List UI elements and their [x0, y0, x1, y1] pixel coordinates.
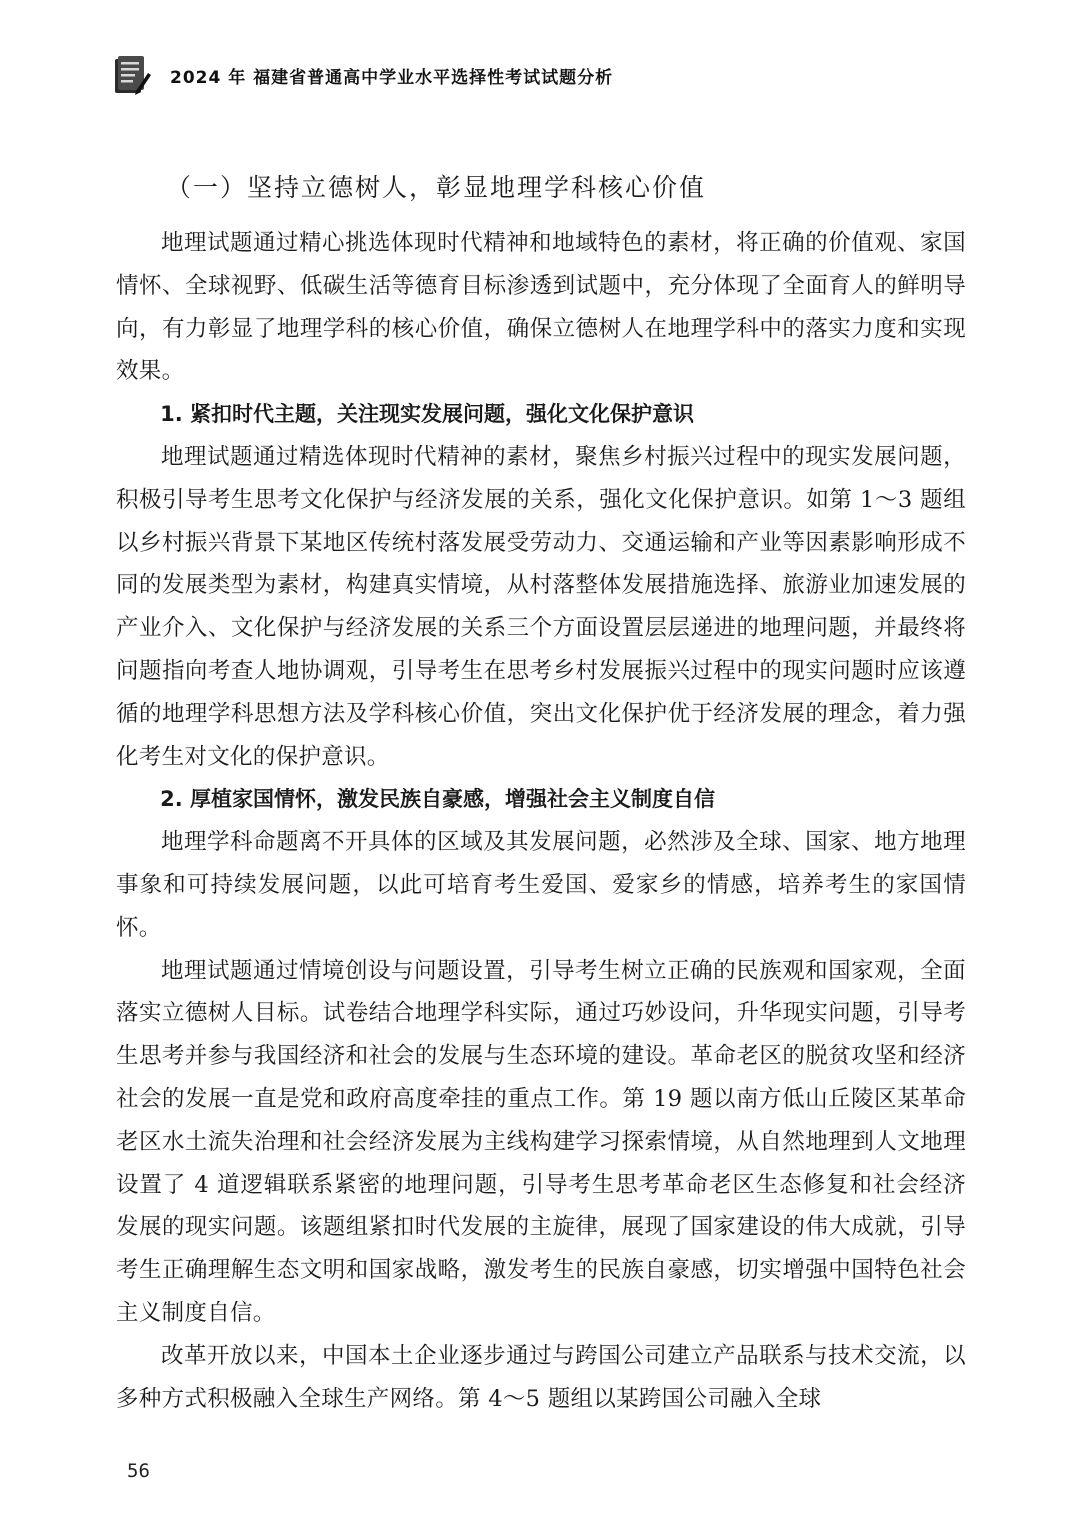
subsection-2-paragraph-1: 地理学科命题离不开具体的区域及其发展问题，必然涉及全球、国家、地方地理事象和可持续发展问题，以此可培育考生爱国、爱家乡的情感，培养考生的家国情怀。 — [116, 829, 966, 941]
intro-paragraph: 地理试题通过精心挑选体现时代精神和地域特色的素材，将正确的价值观、家国情怀、全球视野、低碳生活等德育目标渗透到试题中，充分体现了全面育人的鲜明导向，有力彰显了地理学科的核心价值，确保立德树人在地理学科中的落实力度和实现效果。 — [116, 230, 966, 385]
page-number: 56 — [127, 1460, 150, 1482]
subsection-2-title: 2. 厚植家国情怀，激发民族自豪感，增强社会主义制度自信 — [160, 787, 715, 812]
subsection-2-paragraph-3: 改革开放以来，中国本土企业逐步通过与跨国公司建立产品联系与技术交流，以多种方式积极融入全球生产网络。第 4～5 题组以某跨国公司融入全球 — [116, 1342, 966, 1412]
page-header — [112, 50, 613, 100]
subsection-1-title: 1. 紧扣时代主题，关注现实发展问题，强化文化保护意识 — [160, 402, 694, 427]
header-title: 2024 年 福建省普通高中学业水平选择性考试试题分析 — [170, 67, 614, 88]
document-pen-icon — [112, 53, 152, 97]
section-title: （一）坚持立德树人，彰显地理学科核心价值 — [166, 173, 707, 202]
subsection-2-paragraph-2: 地理试题通过情境创设与问题设置，引导考生树立正确的民族观和国家观，全面落实立德树人目标。试卷结合地理学科实际，通过巧妙设问，升华现实问题，引导考生思考并参与我国经济和社会的发展与生态环境的建设。革命老区的脱贫攻坚和经济社会的发展一直是党和政府高度牵挂的重点工作。第 19 题以南方低山丘陵区某革命老区水土流失治理和社会经济发展为主线构建学习探索情境，从自然地理到人文地理设置了 4 道逻辑联系紧密的地理问题，引导考生思考革命老区生态修复和社会经济发展的现实问题。该题组紧扣时代发展的主旋律，展现了国家建设的伟大成就，引导考生正确理解生态文明和国家战略，激发考生的民族自豪感，切实增强中国特色社会主义制度自信。 — [116, 957, 966, 1326]
subsection-1-paragraph: 地理试题通过精选体现时代精神的素材，聚焦乡村振兴过程中的现实发展问题，积极引导考生思考文化保护与经济发展的关系，强化文化保护意识。如第 1～3 题组以乡村振兴背景下某地区传统村落发展受劳动力、交通运输和产业等因素影响形成不同的发展类型为素材，构建真实情境，从村落整体发展措施选择、旅游业加速发展的产业介入、文化保护与经济发展的关系三个方面设置层层递进的地理问题，并最终将问题指向考查人地协调观，引导考生在思考乡村发展振兴过程中的现实问题时应该遵循的地理学科思想方法及学科核心价值，突出文化保护优于经济发展的理念，着力强化考生对文化的保护意识。 — [116, 443, 966, 770]
page-content — [116, 158, 966, 1420]
